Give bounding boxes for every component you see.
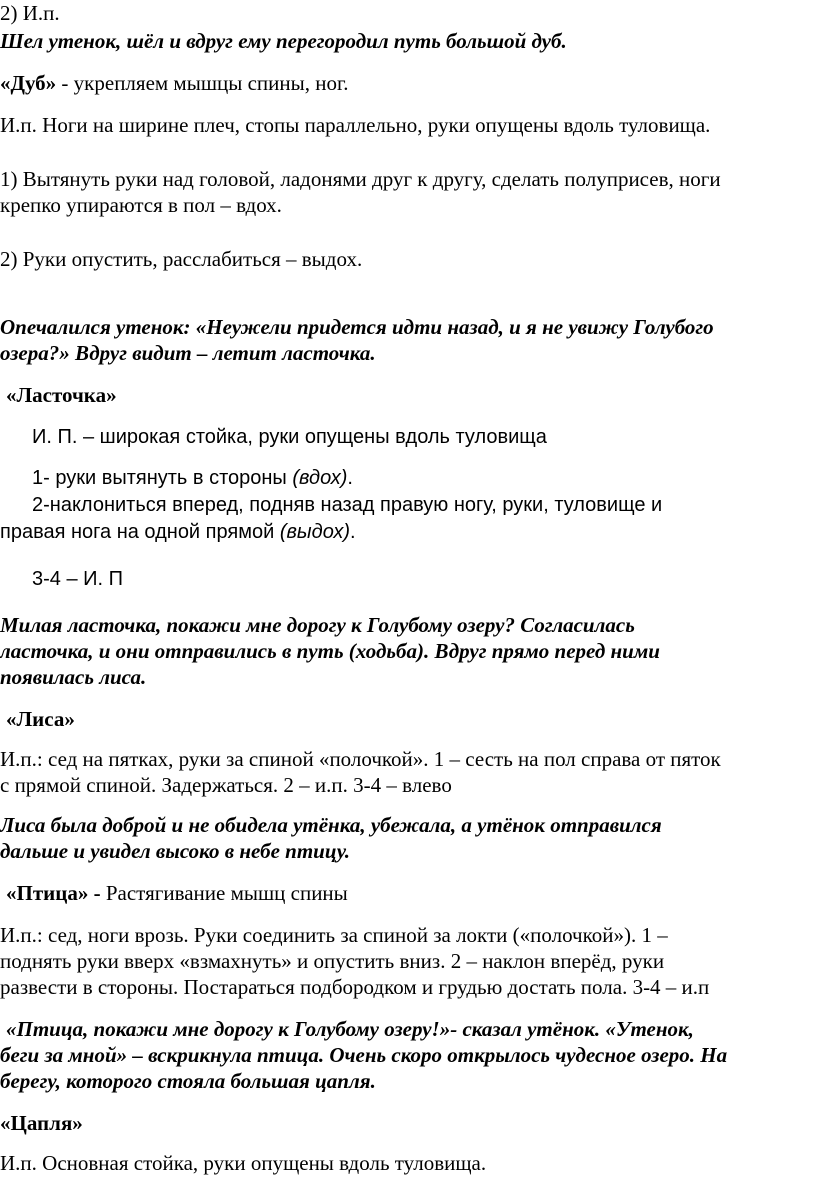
swallow-step-3-4: 3-4 – И. П: [32, 568, 124, 590]
oak-step-2: 2) Руки опустить, расслабиться – выдох.: [0, 247, 363, 271]
swallow-start-position: И. П. – широкая стойка, руки опущены вдоль туловища: [32, 426, 547, 448]
bird-description-line-1: И.п.: сед, ноги врозь. Руки соединить за спиной за локти («полочкой»). 1 –: [0, 923, 668, 947]
bird-description-line-3: развести в стороны. Постараться подбородком и грудью достать пола. 3-4 – и.п: [0, 975, 710, 999]
story-fox-line-3: появилась лиса.: [0, 665, 147, 689]
story-bird-line-1: Лиса была доброй и не обидела утёнка, убежала, а утёнок отправился: [0, 813, 662, 837]
fox-description-line-2: с прямой спиной. Задержаться. 2 – и.п. 3-4 – влево: [0, 773, 452, 797]
story-oak: Шел утенок, шёл и вдруг ему перегородил путь большой дуб.: [0, 29, 567, 53]
swallow-step-2-line-2: правая нога на одной прямой (выдох).: [0, 521, 356, 543]
exercise-swallow-title: «Ласточка»: [6, 383, 117, 407]
story-heron-line-3: берегу, которого стояла большая цапля.: [0, 1069, 376, 1093]
swallow-step-2-line-1: 2-наклониться вперед, подняв назад правую ногу, руки, туловище и: [32, 494, 663, 516]
step-2-ip: 2) И.п.: [0, 1, 60, 25]
exercise-heron-title: «Цапля»: [0, 1111, 83, 1135]
story-heron-line-2: беги за мной» – вскрикнула птица. Очень скоро открылось чудесное озеро. На: [0, 1043, 728, 1067]
exercise-oak-title: «Дуб» - укрепляем мышцы спины, ног.: [0, 71, 349, 95]
exercise-name-bird: «Птица» -: [6, 881, 106, 905]
oak-start-position: И.п. Ноги на ширине плеч, стопы параллельно, руки опущены вдоль туловища.: [0, 113, 711, 137]
story-bird-line-2: дальше и увидел высоко в небе птицу.: [0, 839, 351, 863]
story-fox-line-2: ласточка, и они отправились в путь (ходьба). Вдруг прямо перед ними: [0, 639, 660, 663]
heron-start-position: И.п. Основная стойка, руки опущены вдоль туловища.: [0, 1151, 487, 1175]
story-swallow-line-2: озера?» Вдруг видит – летит ласточка.: [0, 341, 376, 365]
bird-description-line-2: поднять руки вверх «взмахнуть» и опустить вниз. 2 – наклон вперёд, руки: [0, 949, 665, 973]
story-swallow-line-1: Опечалился утенок: «Неужели придется идти назад, и я не увижу Голубого: [0, 315, 714, 339]
swallow-step-1: 1- руки вытянуть в стороны (вдох).: [32, 467, 353, 489]
exercise-bird-title: «Птица» - Растягивание мышц спины: [6, 881, 348, 905]
story-heron-line-1: «Птица, покажи мне дорогу к Голубому озеру!»- сказал утёнок. «Утенок,: [6, 1017, 694, 1041]
oak-step-1-line-2: крепко упираются в пол – вдох.: [0, 193, 282, 217]
exercise-fox-title: «Лиса»: [6, 707, 75, 731]
oak-step-1-line-1: 1) Вытянуть руки над головой, ладонями друг к другу, сделать полуприсев, ноги: [0, 167, 721, 191]
story-fox-line-1: Милая ласточка, покажи мне дорогу к Голубому озеру? Согласилась: [0, 613, 635, 637]
fox-description-line-1: И.п.: сед на пятках, руки за спиной «полочкой». 1 – сесть на пол справа от пяток: [0, 747, 721, 771]
exercise-name-oak: «Дуб»: [0, 71, 57, 95]
